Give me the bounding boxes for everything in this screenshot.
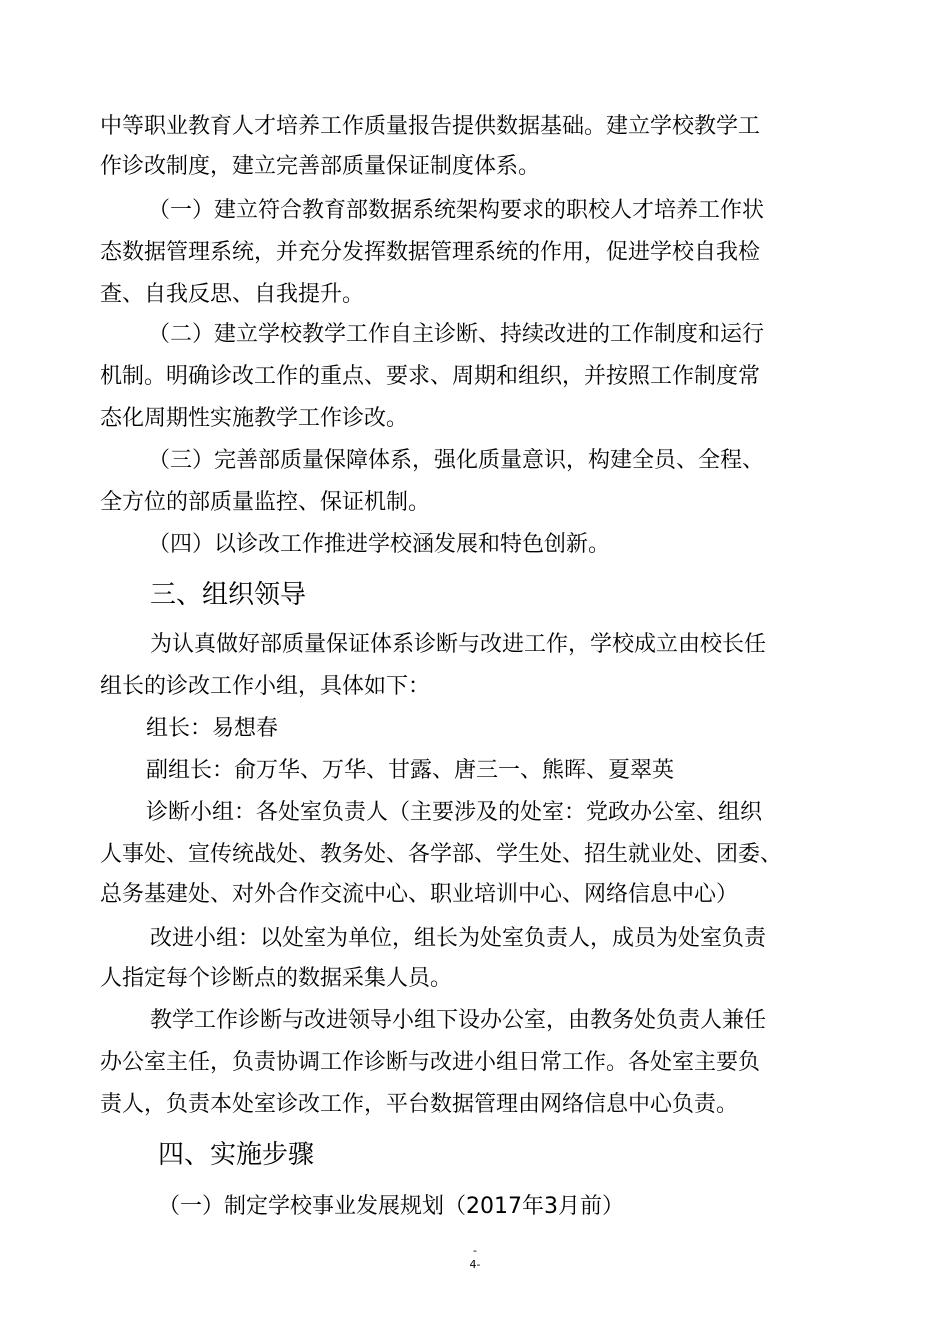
body-line: （三）完善部质量保障体系，强化质量意识，构建全员、全程、 xyxy=(148,448,765,473)
body-line: （一）建立符合教育部数据系统架构要求的职校人才培养工作状 xyxy=(148,198,765,223)
body-line: 中等职业教育人才培养工作质量报告提供数据基础。建立学校教学工 xyxy=(100,114,761,139)
body-line: 总务基建处、对外合作交流中心、职业培训中心、网络信息中心） xyxy=(100,882,739,907)
body-line: 诊断小组：各处室负责人（主要涉及的处室：党政办公室、组织 xyxy=(146,800,763,825)
body-line: （二）建立学校教学工作自主诊断、持续改进的工作制度和运行 xyxy=(148,322,765,347)
body-line: 教学工作诊断与改进领导小组下设办公室，由教务处负责人兼任 xyxy=(150,1008,767,1033)
body-line: 人指定每个诊断点的数据采集人员。 xyxy=(100,966,453,991)
section-heading: 四、实施步骤 xyxy=(158,1140,315,1170)
body-line: 为认真做好部质量保证体系诊断与改进工作，学校成立由校长任 xyxy=(150,632,767,657)
body-line: 机制。明确诊改工作的重点、要求、周期和组织，并按照工作制度常 xyxy=(100,364,761,389)
section-heading: 三、组织领导 xyxy=(150,580,307,610)
body-line: 全方位的部质量监控、保证机制。 xyxy=(100,490,431,515)
body-line: 作诊改制度，建立完善部质量保证制度体系。 xyxy=(100,154,541,179)
page-number: 4- xyxy=(469,1258,481,1271)
body-line: 副组长：俞万华、万华、甘露、唐三一、熊晖、夏翠英 xyxy=(146,758,675,783)
body-line: 态数据管理系统，并充分发挥数据管理系统的作用，促进学校自我检 xyxy=(100,240,761,265)
body-line: （四）以诊改工作推进学校涵发展和特色创新。 xyxy=(148,532,611,557)
body-line: （一）制定学校事业发展规划（2017年3月前） xyxy=(158,1194,624,1219)
body-line: 查、自我反思、自我提升。 xyxy=(100,282,365,307)
body-line: 办公室主任，负责协调工作诊断与改进小组日常工作。各处室主要负 xyxy=(100,1050,761,1075)
body-line: 态化周期性实施教学工作诊改。 xyxy=(100,406,409,431)
body-line: 组长：易想春 xyxy=(146,716,279,741)
body-line: 改进小组：以处室为单位，组长为处室负责人，成员为处室负责 xyxy=(150,926,767,951)
body-line: 人事处、宣传统战处、教务处、各学部、学生处、招生就业处、团委、 xyxy=(100,842,783,867)
page-marker: - xyxy=(473,1244,477,1257)
body-line: 组长的诊改工作小组，具体如下： xyxy=(100,674,431,699)
body-line: 责人，负责本处室诊改工作，平台数据管理由网络信息中心负责。 xyxy=(100,1092,739,1117)
